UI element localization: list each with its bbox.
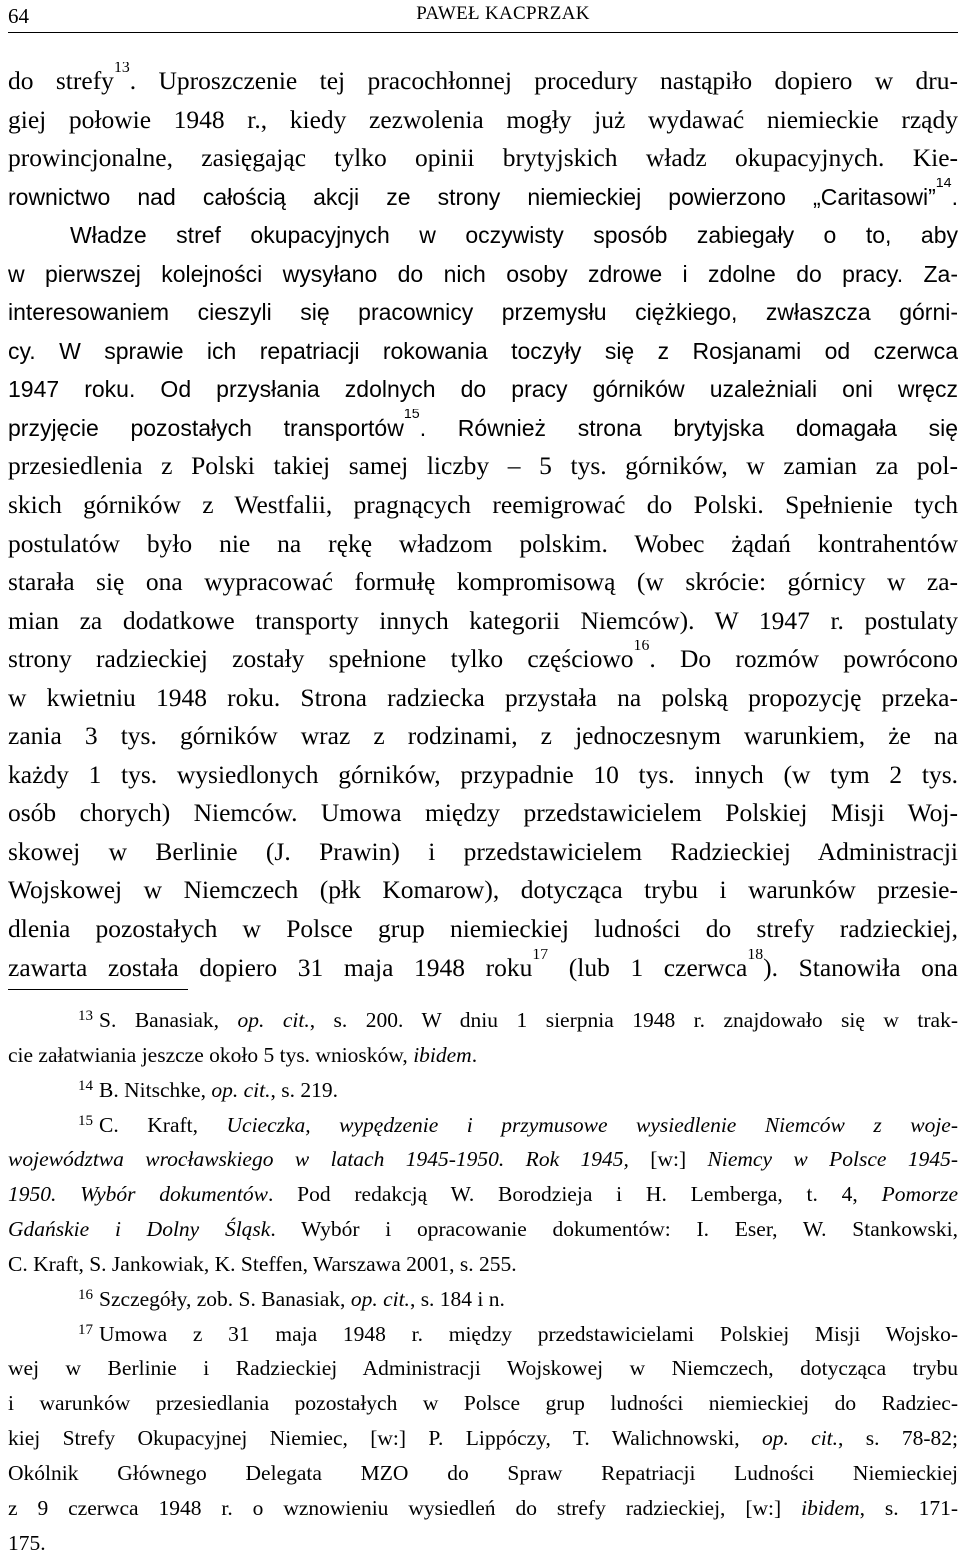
footnote-15-cont: C. Kraft, S. Jankowiak, K. Steffen, Warszawa 2001, s. 255. [8, 1251, 517, 1276]
footnote-14: $^{14}$ B. Nitschke, op. cit., s. 219. [78, 1077, 338, 1102]
footnote-ref[interactable]: 18 [747, 948, 764, 963]
body-line: Wojskowej w Niemczech (płk Komarow), dotycząca trybu i warunków przesie- [8, 875, 958, 905]
footnote-15-cont: 1950. Wybór dokumentów. Pod redakcją W. Borodzieja i H. Lemberga, t. 4, Pomorze [8, 1182, 958, 1207]
body-line: cy. W sprawie ich repatriacji rokowania toczyły się z Rosjanami od czerwca [8, 337, 958, 364]
running-title: PAWEŁ KACPRZAK [416, 3, 590, 24]
footnote-ref[interactable]: 14 [935, 177, 952, 191]
footnote-ref[interactable]: 15 [403, 408, 420, 422]
footnote-15-cont: województwa wrocławskiego w latach 1945-1950. Rok 1945, [w:] Niemcy w Polsce 1945- [8, 1147, 958, 1172]
footnote-17-cont: z 9 czerwca 1948 r. o wznowieniu wysiedleń do strefy radzieckiej, [w:] ibidem, s. 171- [8, 1495, 958, 1520]
footnote-16: $^{16}$ Szczegóły, zob. S. Banasiak, op. cit., s. 184 i n. [78, 1286, 505, 1311]
body-line: Władze stref okupacyjnych w oczywisty sposób zabiegały o to, aby [70, 222, 958, 249]
footnote-17: $^{17}$ Umowa z 31 maja 1948 r. między przedstawicielami Polskiej Misji Wojsko- [78, 1321, 958, 1346]
footnote-17-cont: wej w Berlinie i Radzieckiej Administracji Wojskowej w Niemczech, dotycząca trybu [8, 1356, 958, 1381]
footnote-17-cont: i warunków przesiedlania pozostałych w Polsce grup ludności niemieckiej do Radziec- [8, 1391, 958, 1416]
body-line: strony radzieckiej zostały spełnione tylko częściowo$^{16}$. Do rozmów powrócono [8, 640, 958, 679]
body-line: w kwietniu 1948 roku. Strona radziecka przystała na polską propozycję przeka- [8, 682, 958, 712]
body-line: skich górników z Westfalii, pragnących reemigrować do Polski. Spełnienie tych [8, 490, 958, 520]
body-line: prowincjonalne, zasięgając tylko opinii brytyjskich władz okupacyjnych. Kie- [8, 143, 958, 173]
body-line: mian za dodatkowe transporty innych kategorii Niemców). W 1947 r. postulaty [8, 605, 958, 635]
footnote-17-cont: kiej Strefy Okupacyjnej Niemiec, [w:] P. Lippóczy, T. Walichnowski, op. cit., s. 78-82; [8, 1426, 958, 1451]
body-line: każdy 1 tys. wysiedlonych górników, przypadnie 10 tys. innych (w tym 2 tys. [8, 759, 958, 789]
body-line: przyjęcie pozostałych transportów$^{15}$. Również strona brytyjska domagała się [8, 409, 958, 448]
body-line: zawarta została dopiero 31 maja 1948 roku$^{17}$ (lub 1 czerwca$^{18}$). Stanowiła ona [8, 949, 958, 988]
footnote-separator [8, 989, 188, 990]
body-line: rownictwo nad całością akcji ze strony niemieckiej powierzono „Caritasowi”$^{14}$. [8, 178, 958, 217]
body-line: zania 3 tys. górników wraz z rodzinami, z jednoczesnym warunkiem, że na [8, 721, 958, 751]
body-line: skowej w Berlinie (J. Prawin) i przedstawicielem Radzieckiej Administracji [8, 836, 958, 866]
body-line: do strefy$^{13}$. Uproszczenie tej pracochłonnej procedury nastąpiło dopiero w dru- [8, 62, 958, 101]
footnotes [8, 1003, 958, 1561]
body-text [8, 62, 958, 987]
body-line: osób chorych) Niemców. Umowa między przedstawicielem Polskiej Misji Woj- [8, 798, 958, 828]
header-rule [8, 32, 958, 33]
page-header [8, 4, 958, 28]
footnote-13: $^{13}$ S. Banasiak, op. cit., s. 200. W dniu 1 sierpnia 1948 r. znajdowało się w trak- [78, 1008, 958, 1032]
body-line: w pierwszej kolejności wysyłano do nich osoby zdrowe i zdolne do pracy. Za- [8, 260, 958, 287]
body-line: przesiedlenia z Polski takiej samej liczby – 5 tys. górników, w zamian za pol- [8, 451, 958, 481]
footnote-ref[interactable]: 16 [633, 640, 650, 655]
footnote-17-cont: Okólnik Głównego Delegata MZO do Spraw Repatriacji Ludności Niemieckiej [8, 1460, 958, 1485]
body-line: interesowaniem cieszyli się pracownicy przemysłu ciężkiego, zwłaszcza górni- [8, 299, 958, 326]
body-line: postulatów było nie na rękę władzom polskim. Wobec żądań kontrahentów [8, 528, 958, 558]
footnote-ref[interactable]: 17 [532, 948, 549, 963]
footnote-13-cont: cie załatwiania jeszcze około 5 tys. wniosków, ibidem. [8, 1042, 478, 1067]
body-line: 1947 roku. Od przysłania zdolnych do pracy górników uzależniali oni wręcz [8, 376, 958, 403]
body-line: starała się ona wypracować formułę kompromisową (w skrócie: górnicy w za- [8, 567, 958, 597]
footnote-17-cont: 175. [8, 1530, 46, 1555]
body-line: dlenia pozostałych w Polsce grup niemieckiej ludności do strefy radzieckiej, [8, 914, 958, 944]
body-line: giej połowie 1948 r., kiedy zezwolenia mogły już wydawać niemieckie rządy [8, 104, 958, 134]
page-number: 64 [8, 4, 29, 28]
footnote-ref[interactable]: 13 [113, 62, 130, 76]
footnote-15-cont: Gdańskie i Dolny Śląsk. Wybór i opracowanie dokumentów: I. Eser, W. Stankowski, [8, 1217, 958, 1242]
footnote-15: $^{15}$ C. Kraft, Ucieczka, wypędzenie i przymusowe wysiedlenie Niemców z woje- [78, 1112, 958, 1137]
